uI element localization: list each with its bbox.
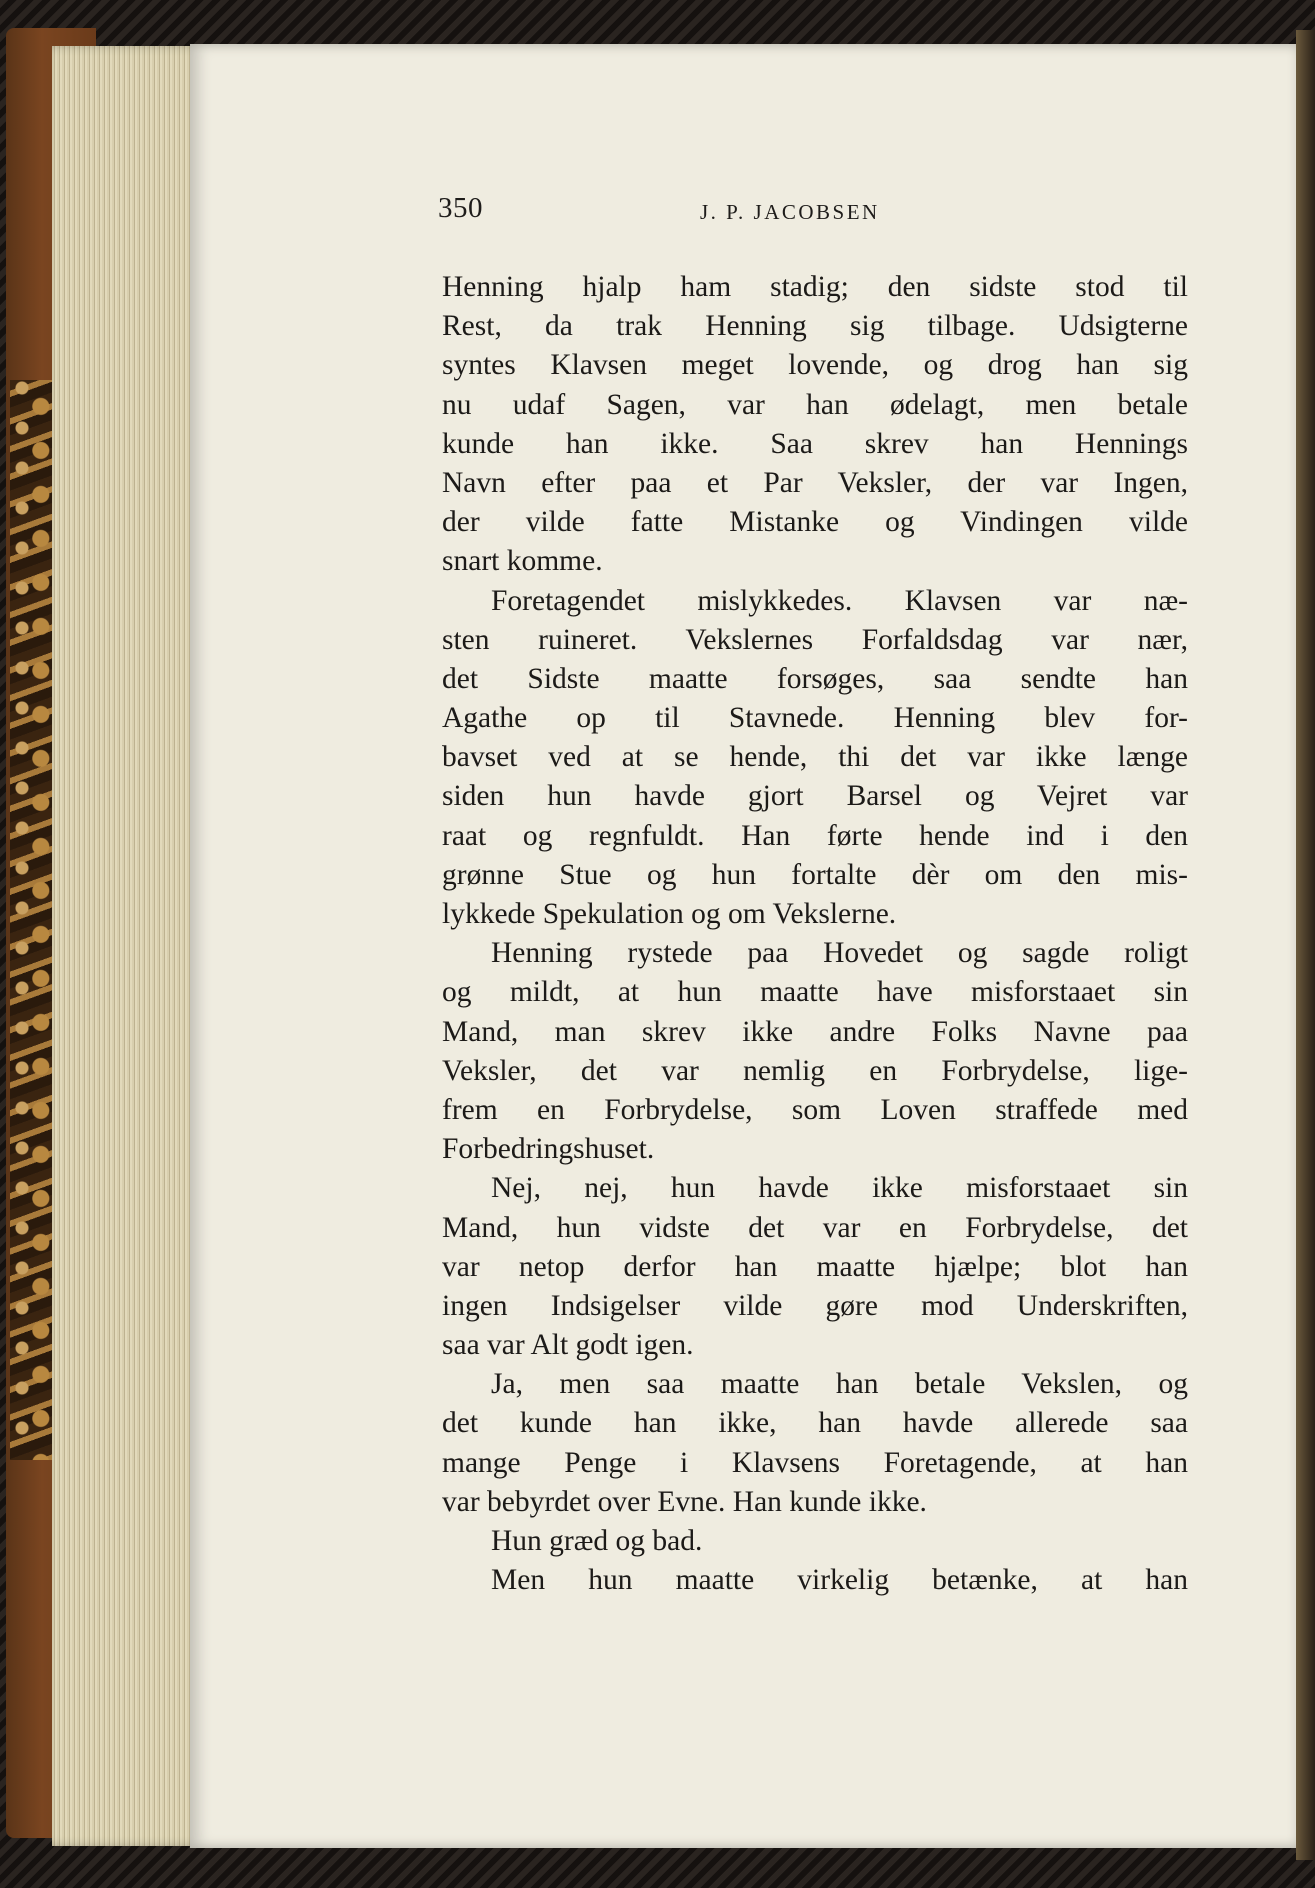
text-line: lykkede Spekulation og om Vekslerne. <box>442 898 897 930</box>
running-head: J. P. JACOBSEN <box>700 200 880 224</box>
text-line: raat og regnfuldt. Han førte hende ind i den <box>442 819 1188 852</box>
text-line: var netop derfor han maatte hjælpe; blot han <box>442 1250 1188 1283</box>
text-line: sten ruineret. Vekslernes Forfaldsdag var nær, <box>442 623 1188 656</box>
text-line: frem en Forbrydelse, som Loven straffede med <box>442 1093 1188 1126</box>
text-line: var bebyrdet over Evne. Han kunde ikke. <box>442 1485 927 1518</box>
text-line: Mand, man skrev ikke andre Folks Navne paa <box>442 1015 1188 1048</box>
text-line: Hun græd og bad. <box>491 1525 703 1557</box>
page-number: 350 <box>438 192 483 224</box>
page-gutter <box>1296 30 1315 1860</box>
body-text <box>442 268 1188 1600</box>
text-line: Mand, hun vidste det var en Forbrydelse, det <box>442 1211 1188 1244</box>
text-line: Navn efter paa et Par Veksler, der var Ingen, <box>442 466 1188 499</box>
text-line: nu udaf Sagen, var han ødelagt, men betale <box>442 388 1188 421</box>
text-line: Ja, men saa maatte han betale Vekslen, og <box>491 1368 1188 1401</box>
marbled-endpaper <box>10 380 58 1460</box>
text-line: mange Penge i Klavsens Foretagende, at han <box>442 1446 1188 1479</box>
text-line: bavset ved at se hende, thi det var ikke længe <box>442 741 1188 774</box>
text-line: kunde han ikke. Saa skrev han Hennings <box>442 427 1188 460</box>
text-line: Foretagendet mislykkedes. Klavsen var næ- <box>491 584 1188 617</box>
text-line: der vilde fatte Mistanke og Vindingen vilde <box>442 506 1188 539</box>
text-line: siden hun havde gjort Barsel og Vejret var <box>442 780 1188 813</box>
page-header <box>438 192 1190 232</box>
text-line: Henning hjalp ham stadig; den sidste stod til <box>442 271 1188 303</box>
page-edges <box>52 46 212 1846</box>
text-line: Veksler, det var nemlig en Forbrydelse, lige- <box>442 1054 1188 1087</box>
text-line: syntes Klavsen meget lovende, og drog han sig <box>442 349 1188 382</box>
text-line: Forbedringshuset. <box>442 1133 655 1166</box>
text-line: det Sidste maatte forsøges, saa sendte han <box>442 662 1188 695</box>
text-line: saa var Alt godt igen. <box>442 1329 694 1362</box>
text-line: Men hun maatte virkelig betænke, at han <box>491 1564 1188 1597</box>
text-line: Nej, nej, hun havde ikke misforstaaet sin <box>491 1172 1188 1205</box>
text-line: grønne Stue og hun fortalte dèr om den mis- <box>442 858 1188 891</box>
text-line: og mildt, at hun maatte have misforstaaet sin <box>442 976 1188 1009</box>
text-line: det kunde han ikke, han havde allerede saa <box>442 1407 1188 1440</box>
text-line: snart komme. <box>442 545 603 578</box>
text-line: Agathe op til Stavnede. Henning blev for- <box>442 702 1188 735</box>
text-line: Rest, da trak Henning sig tilbage. Udsigterne <box>442 310 1188 343</box>
text-line: Henning rystede paa Hovedet og sagde roligt <box>491 937 1188 970</box>
text-line: ingen Indsigelser vilde gøre mod Underskriften, <box>442 1289 1188 1322</box>
